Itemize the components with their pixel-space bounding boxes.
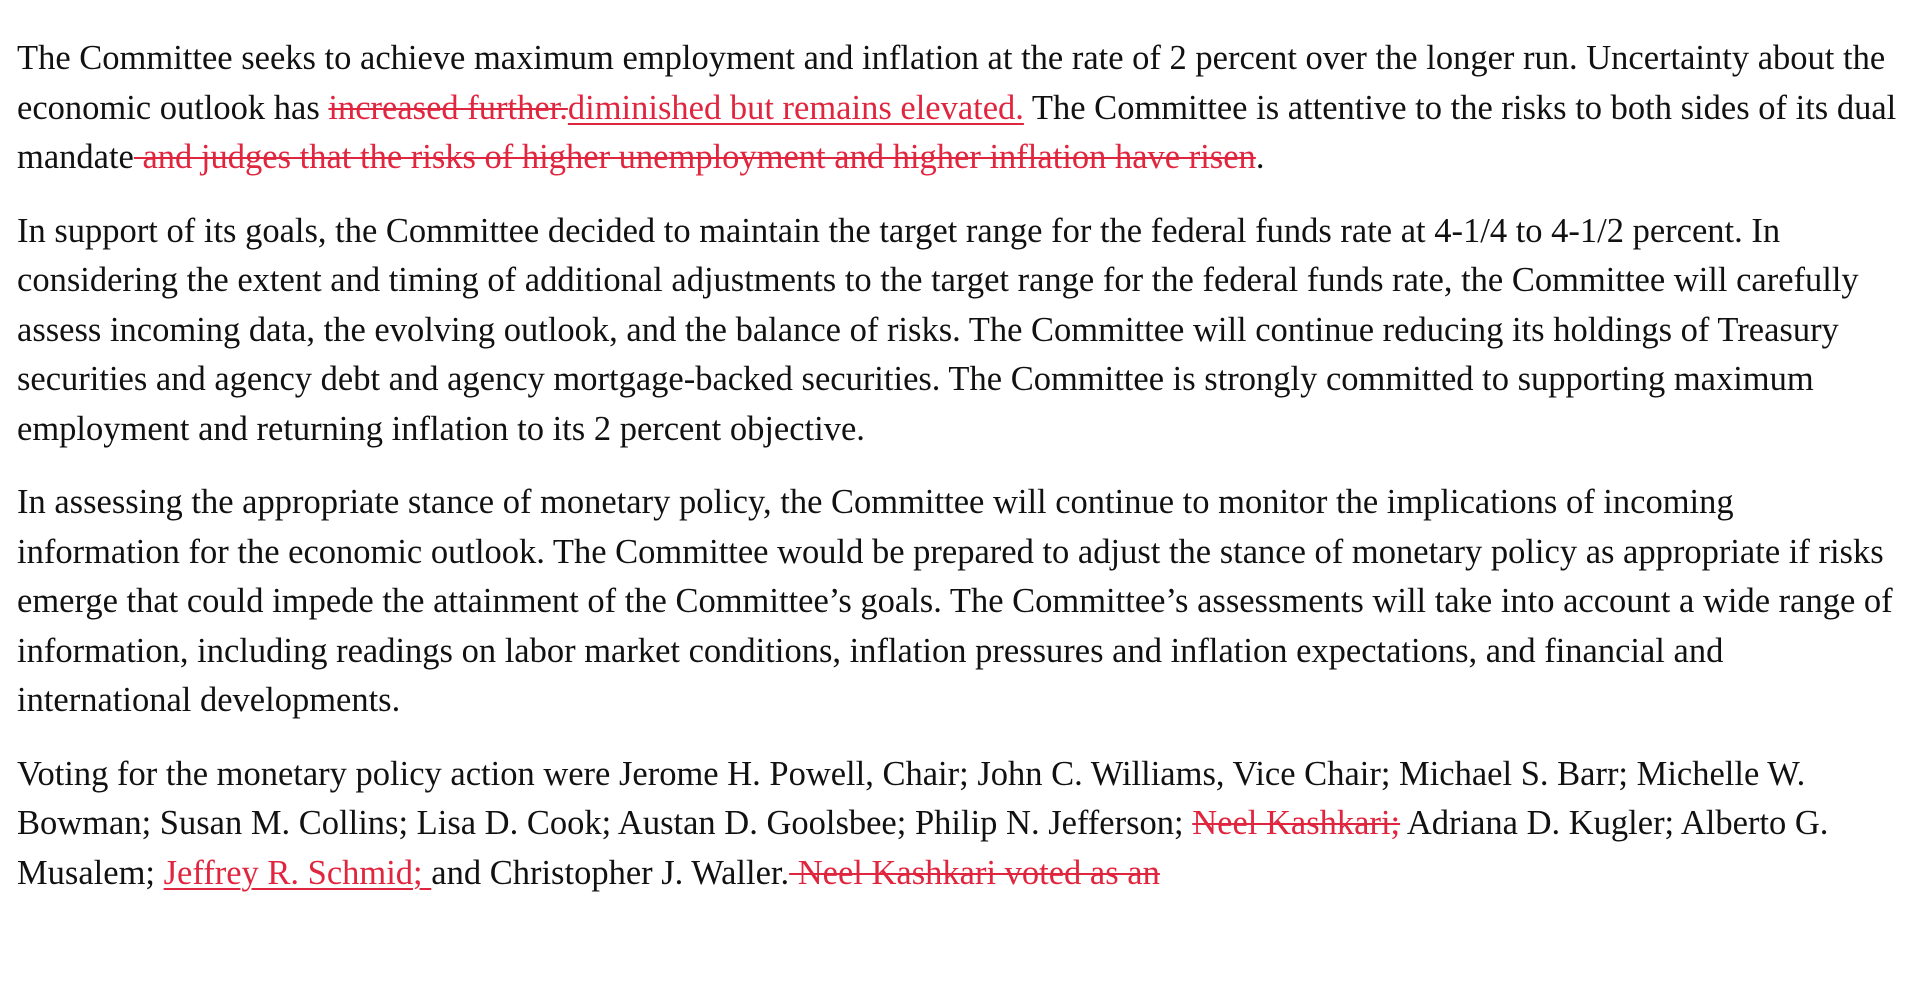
deleted-text: Neel Kashkari;: [1192, 804, 1401, 842]
document-body: [17, 34, 1897, 922]
inserted-text: diminished but remains elevated.: [567, 88, 1024, 127]
text-run: In assessing the appropriate stance of monetary policy, the Committee will continue to monitor the implications of incoming information for the economic outlook. The Committee would be prepared to adjust the stance of monetary policy as appropriate if risks emerge that could impede the attainment of the Committee’s goals. The Committee’s assessments will take into account a wide range of information, including readings on labor market conditions, inflation pressures and inflation expectations, and financial and international developments.: [17, 483, 1893, 719]
deleted-text: increased further.: [328, 88, 568, 127]
text-run: .: [1255, 138, 1265, 176]
inserted-text: Jeffrey R. Schmid;: [163, 853, 432, 892]
text-run: The Committee seeks to achieve maximum employment and inflation at the rate of 2 percent over the longer run. Uncertainty about the economic outlook has: [17, 39, 1886, 127]
paragraph-policy-decision: [17, 207, 1897, 455]
paragraph-policy-stance: [17, 478, 1897, 726]
text-run: Adriana D. Kugler; Alberto G. Musalem;: [17, 804, 1829, 892]
text-run: and Christopher J. Waller.: [431, 853, 790, 892]
deleted-text: and judges that the risks of higher unemployment and higher inflation have risen: [133, 138, 1256, 176]
text-run: Voting for the monetary policy action were Jerome H. Powell, Chair; John C. Williams, Vice Chair; Michael S. Barr; Michelle W. Bowman; Susan M. Collins; Lisa D. Cook; Austan D. Goolsbee; Philip N. Jefferson;: [17, 754, 1806, 842]
text-run: In support of its goals, the Committee decided to maintain the target range for the federal funds rate at 4-1/4 to 4-1/2 percent. In considering the extent and timing of additional adjustments to the target range for the federal funds rate, the Committee will carefully assess incoming data, the evolving outlook, and the balance of risks. The Committee will continue reducing its holdings of Treasury securities and agency debt and agency mortgage-backed securities. The Committee is strongly committed to supporting maximum employment and returning inflation to its 2 percent objective.: [17, 211, 1859, 448]
paragraph-voting: [17, 750, 1897, 899]
paragraph-objectives: [17, 34, 1897, 183]
text-run: The Committee is attentive to the risks to both sides of its dual mandate: [17, 88, 1897, 176]
deleted-text: Neel Kashkari voted as an: [789, 853, 1160, 892]
